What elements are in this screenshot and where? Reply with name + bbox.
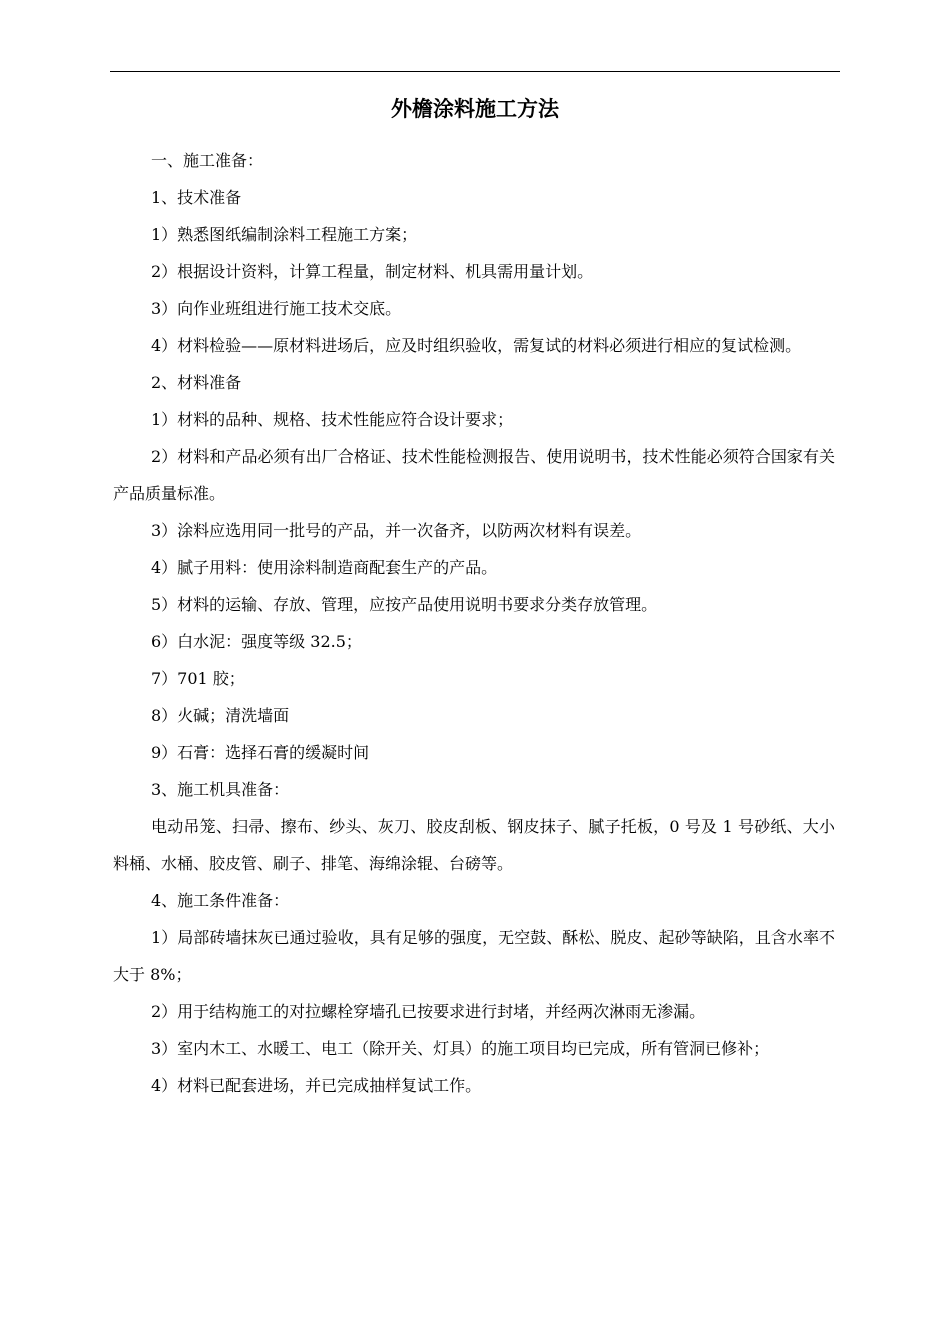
paragraph: 3）涂料应选用同一批号的产品，并一次备齐，以防两次材料有误差。 bbox=[151, 521, 642, 540]
document-title: 外檐涂料施工方法 bbox=[391, 97, 559, 121]
paragraph: 5）材料的运输、存放、管理，应按产品使用说明书要求分类存放管理。 bbox=[151, 595, 658, 614]
paragraph: 一、施工准备： bbox=[151, 151, 264, 170]
paragraph: 6）白水泥：强度等级 32.5； bbox=[151, 632, 362, 651]
paragraph: 电动吊笼、扫帚、擦布、纱头、灰刀、胶皮刮板、钢皮抹子、腻子托板，0 号及 1 号砂纸、大小料桶、水桶、胶皮管、刷子、排笔、海绵涂辊、台磅等。 bbox=[113, 817, 835, 873]
paragraph: 3）向作业班组进行施工技术交底。 bbox=[151, 299, 402, 318]
paragraph: 2）用于结构施工的对拉螺栓穿墙孔已按要求进行封堵，并经两次淋雨无渗漏。 bbox=[151, 1002, 706, 1021]
paragraph: 1）材料的品种、规格、技术性能应符合设计要求； bbox=[151, 410, 514, 429]
paragraph: 4）材料检验——原材料进场后，应及时组织验收，需复试的材料必须进行相应的复试检测。 bbox=[151, 336, 802, 355]
paragraph: 2）根据设计资料，计算工程量，制定材料、机具需用量计划。 bbox=[151, 262, 594, 281]
paragraph: 3、施工机具准备： bbox=[151, 780, 290, 799]
paragraph: 4）材料已配套进场，并已完成抽样复试工作。 bbox=[151, 1076, 482, 1095]
header-rule bbox=[110, 71, 840, 72]
paragraph: 4、施工条件准备： bbox=[151, 891, 290, 910]
document-body bbox=[113, 142, 835, 1104]
paragraph: 1、技术准备 bbox=[151, 188, 242, 207]
paragraph: 2、材料准备 bbox=[151, 373, 242, 392]
paragraph: 7）701 胶； bbox=[151, 669, 245, 688]
paragraph: 4）腻子用料：使用涂料制造商配套生产的产品。 bbox=[151, 558, 498, 577]
paragraph: 2）材料和产品必须有出厂合格证、技术性能检测报告、使用说明书，技术性能必须符合国家有关产品质量标准。 bbox=[113, 447, 835, 503]
paragraph: 1）局部砖墙抹灰已通过验收，具有足够的强度，无空鼓、酥松、脱皮、起砂等缺陷，且含水率不大于 8%； bbox=[113, 928, 835, 984]
paragraph: 1）熟悉图纸编制涂料工程施工方案； bbox=[151, 225, 418, 244]
paragraph: 8）火碱；清洗墙面 bbox=[151, 706, 290, 725]
paragraph: 3）室内木工、水暖工、电工（除开关、灯具）的施工项目均已完成，所有管洞已修补； bbox=[151, 1039, 770, 1058]
paragraph: 9）石膏：选择石膏的缓凝时间 bbox=[151, 743, 370, 762]
